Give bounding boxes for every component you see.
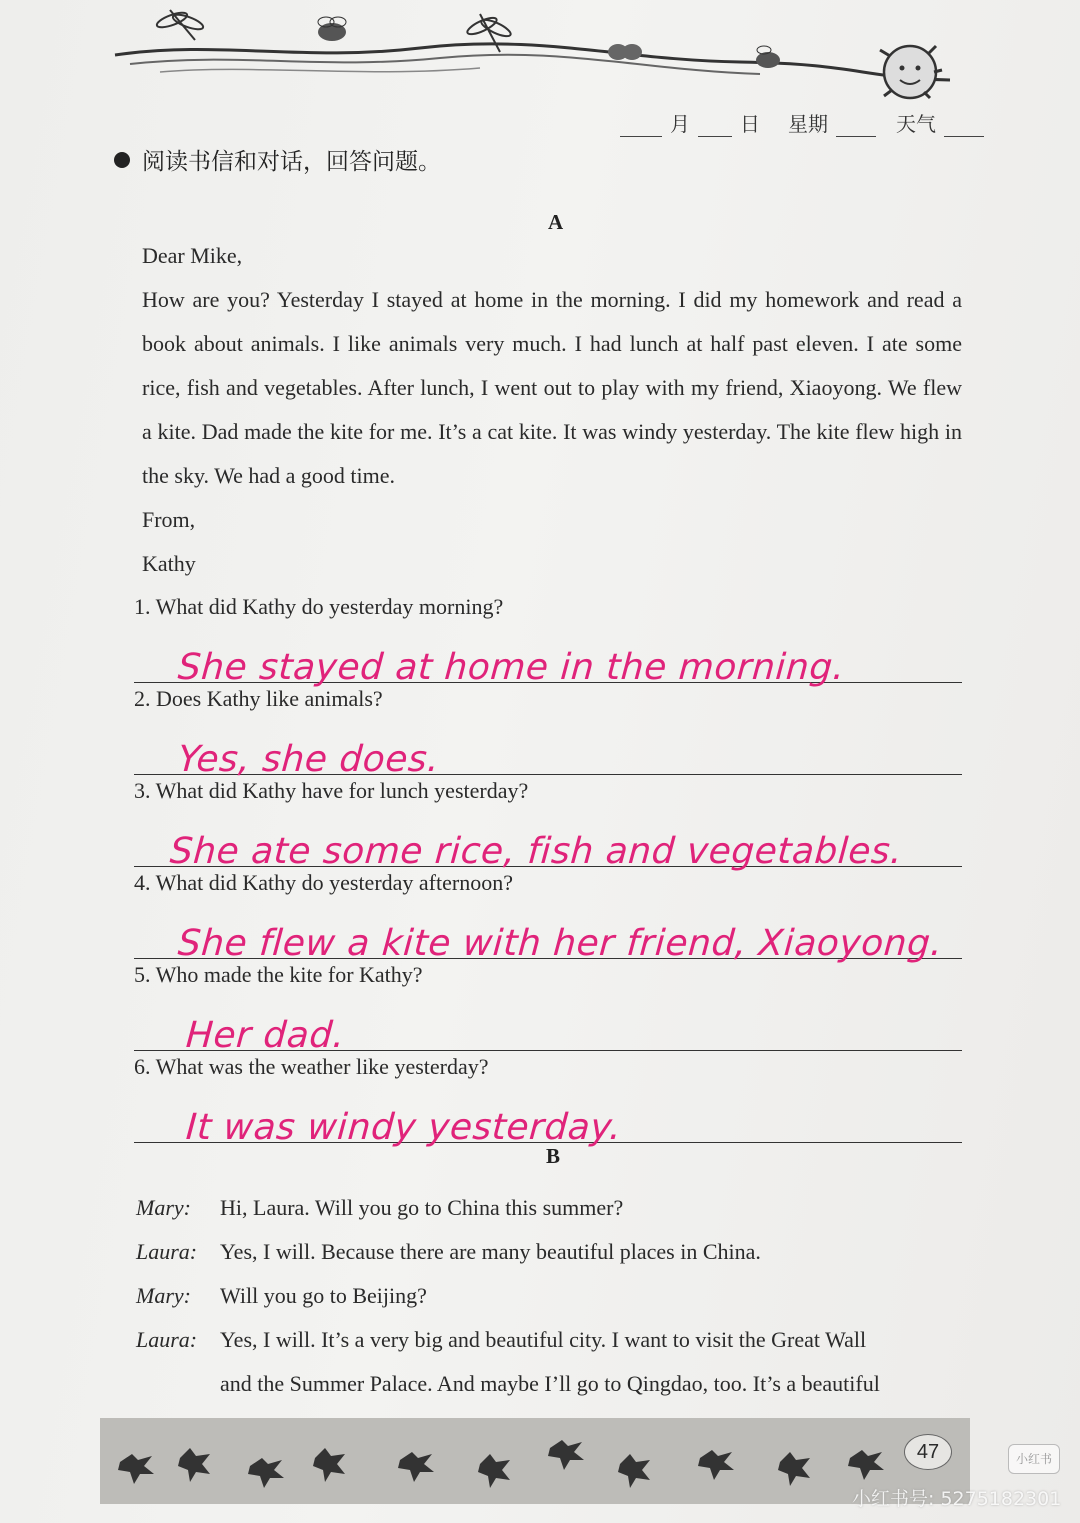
dialogue-line [136,1318,966,1362]
handwritten-answer-4: She flew a kite with her friend, Xiaoyong. [176,923,944,964]
month-label: 月 [670,112,690,136]
weekday-blank[interactable] [836,114,876,137]
page-number: 47 [904,1434,952,1470]
section-a-label: A [548,210,564,234]
handwritten-answer-3: She ate some rice, fish and vegetables. [168,831,904,872]
dragonfly-icon [465,14,512,52]
letter-greeting: Dear Mike, [142,243,243,268]
watermark-text: 小红书号: 5275182301 [852,1488,1062,1510]
question-block-1 [134,592,962,688]
day-blank[interactable] [698,114,732,137]
footer-leaves-decoration [100,1418,970,1504]
watermark-logo: 小红书 [1008,1444,1060,1474]
question-block-4 [134,868,962,964]
answer-line-5[interactable] [134,990,962,1056]
dialogue-text: Hi, Laura. Will you go to China this summer? [220,1195,624,1220]
question-block-3 [134,776,962,872]
letter-signature: Kathy [142,551,196,576]
question-block-2 [134,684,962,780]
question-6: 6. What was the weather like yesterday? [134,1054,489,1079]
question-1: 1. What did Kathy do yesterday morning? [134,594,504,619]
handwritten-answer-2: Yes, she does. [176,739,441,780]
question-5: 5. Who made the kite for Kathy? [134,962,423,987]
question-4: 4. What did Kathy do yesterday afternoon? [134,870,513,895]
handwritten-answer-1: She stayed at home in the morning. [176,647,847,688]
dialogue-text: and the Summer Palace. And maybe I’ll go to Qingdao, too. It’s a beautiful [220,1371,880,1396]
letter-closing: From, [142,507,196,532]
question-3: 3. What did Kathy have for lunch yesterday? [134,778,529,803]
date-weather-line [620,108,984,137]
bee-icon [756,46,780,68]
answer-line-1[interactable] [134,622,962,688]
header-banner-decoration [100,0,970,110]
speaker-name: Mary: [136,1283,191,1308]
answer-line-2[interactable] [134,714,962,780]
letter-body: How are you? Yesterday I stayed at home in the morning. I did my homework and read a book about animals. I like animals very much. I had lunch at half past eleven. I ate some rice, fish and vegetables. After lunch, I went out to play with my friend, Xiaoyong. We flew a kite. Dad made the kite for me. It’s a cat kite. It was windy yesterday. The kite flew high in the sky. We had a good time. [142,287,962,488]
day-label: 日 [740,112,760,136]
sun-icon [880,46,942,98]
dragonfly-icon [155,10,204,40]
dialogue-text: Will you go to Beijing? [220,1283,427,1308]
handwritten-answer-6: It was windy yesterday. [184,1107,623,1148]
dialogue-line [136,1362,966,1406]
answer-line-3[interactable] [134,806,962,872]
weather-label: 天气 [896,112,936,136]
speaker-name: Laura: [136,1239,198,1264]
butterfly-icon [608,44,642,60]
letter-a [142,234,962,586]
dialogue-text: Yes, I will. It’s a very big and beautiful city. I want to visit the Great Wall [220,1327,867,1352]
month-blank[interactable] [620,114,662,137]
weather-blank[interactable] [944,114,984,137]
dialogue-b [136,1186,966,1406]
instruction-text: 阅读书信和对话，回答问题。 [142,149,441,175]
answer-line-6[interactable] [134,1082,962,1148]
answer-line-4[interactable] [134,898,962,964]
speaker-name: Laura: [136,1327,198,1352]
handwritten-answer-5: Her dad. [184,1015,347,1056]
dialogue-line [136,1186,966,1230]
question-block-5 [134,960,962,1056]
question-block-6 [134,1052,962,1148]
bee-icon [318,17,346,41]
weekday-label: 星期 [788,112,828,136]
speaker-name: Mary: [136,1195,191,1220]
instruction-heading [114,143,441,176]
bullet-dot-icon [114,152,130,168]
dialogue-text: Yes, I will. Because there are many beautiful places in China. [220,1239,761,1264]
section-b-label: B [546,1144,561,1168]
dialogue-line [136,1230,966,1274]
dialogue-line [136,1274,966,1318]
question-2: 2. Does Kathy like animals? [134,686,383,711]
